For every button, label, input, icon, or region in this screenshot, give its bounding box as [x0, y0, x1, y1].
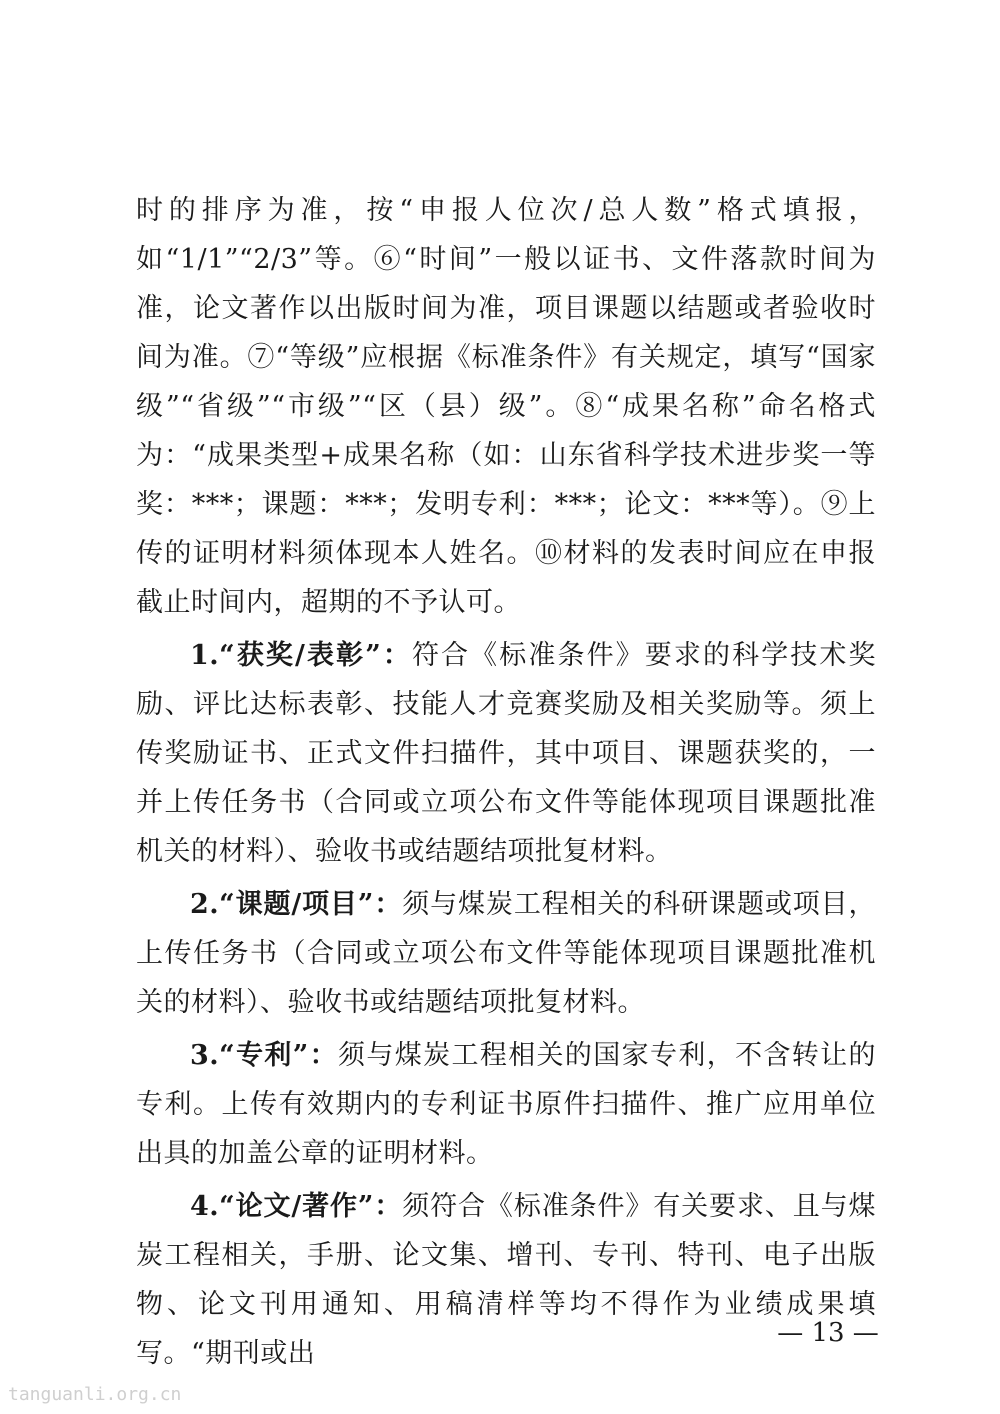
paragraph-text: 须与煤炭工程相关的国家专利，不含转让的专利。上传有效期内的专利证书原件扫描件、推广应用单位出具的加盖公章的证明材料。 [136, 1040, 877, 1169]
page-number: — 13 — [777, 1318, 879, 1348]
paragraph-text: 符合《标准条件》要求的科学技术奖励、评比达标表彰、技能人才竞赛奖励及相关奖励等。须上传奖励证书、正式文件扫描件，其中项目、课题获奖的，一并上传任务书（合同或立项公布文件等能体现项目课题批准机关的材料）、验收书或结题结项批复材料。 [136, 640, 877, 867]
item-heading-awards: 1.“获奖/表彰”： [190, 640, 412, 671]
paragraph-awards [136, 631, 876, 876]
item-heading-papers: 4.“论文/著作”： [190, 1191, 403, 1222]
paragraph-text: 须符合《标准条件》有关要求、且与煤炭工程相关，手册、论文集、增刊、专刊、特刊、电子出版物、论文刊用通知、用稿清样等均不得作为业绩成果填写。“期刊或出 [136, 1191, 877, 1369]
paragraph-patents [136, 1031, 876, 1178]
paragraph-papers [136, 1182, 876, 1378]
item-heading-projects: 2.“课题/项目”： [190, 889, 403, 920]
watermark: tanguanli.org.cn [8, 1384, 182, 1405]
item-heading-patents: 3.“专利”： [190, 1040, 339, 1071]
paragraph-projects [136, 880, 876, 1027]
paragraph-text: 须与煤炭工程相关的科研课题或项目，上传任务书（合同或立项公布文件等能体现项目课题批准机关的材料）、验收书或结题结项批复材料。 [136, 889, 877, 1018]
document-body [136, 186, 876, 1378]
paragraph-text: 时的排序为准，按“申报人位次/总人数”格式填报，如“1/1”“2/3”等。⑥“时间”一般以证书、文件落款时间为准，论文著作以出版时间为准，项目课题以结题或者验收时间为准。⑦“等级”应根据《标准条件》有关规定，填写“国家级”“省级”“市级”“区（县）级”。⑧“成果名称”命名格式为：“成果类型+成果名称（如：山东省科学技术进步奖一等奖：***；课题：***；发明专利：***；论文：***等）。⑨上传的证明材料须体现本人姓名。⑩材料的发表时间应在申报截止时间内，超期的不予认可。 [136, 195, 876, 618]
paragraph-continued-notes [136, 186, 876, 627]
